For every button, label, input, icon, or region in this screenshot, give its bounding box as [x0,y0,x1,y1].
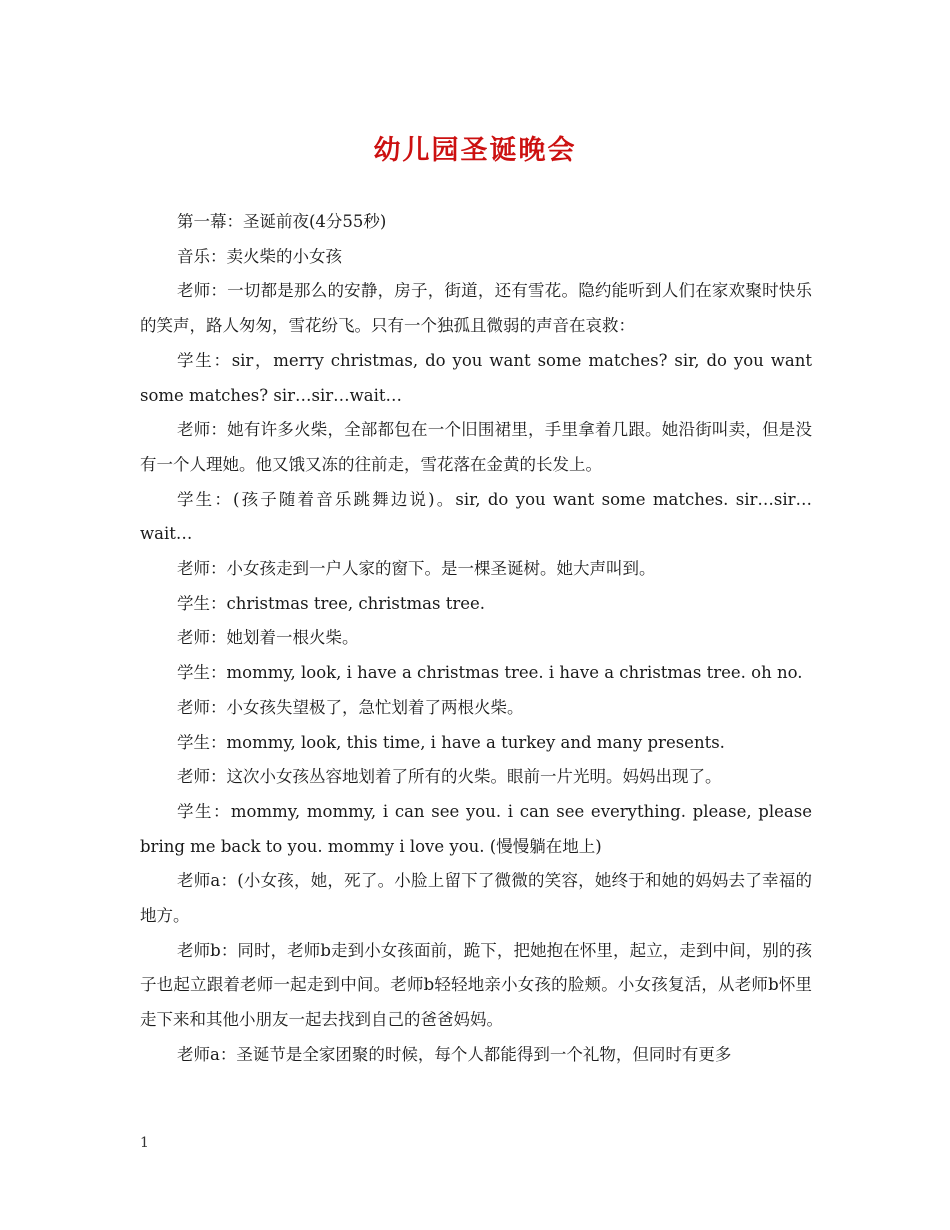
paragraph: 老师：小女孩失望极了，急忙划着了两根火柴。 [177,697,524,717]
document-body [140,205,812,1073]
paragraph: 老师a：圣诞节是全家团聚的时候，每个人都能得到一个礼物，但同时有更多 [177,1044,732,1064]
document-title: 幼儿园圣诞晚会 [373,135,577,166]
paragraph: 老师：小女孩走到一户人家的窗下。是一棵圣诞树。她大声叫到。 [177,559,656,579]
paragraph-scene-heading: 第一幕：圣诞前夜(4分55秒) [177,212,387,231]
paragraph: 学生：sir，merry christmas, do you want some matches? sir, do you want some matches? sir…sir…wait… [140,350,812,405]
page-number: 1 [140,1135,149,1151]
paragraph: 学生：mommy, look, i have a christmas tree. i have a christmas tree. oh no. [177,663,803,683]
paragraph: 学生：mommy, look, this time, i have a turkey and many presents. [177,732,725,752]
paragraph: 老师：这次小女孩丛容地划着了所有的火柴。眼前一片光明。妈妈出现了。 [177,767,722,787]
paragraph: 老师a：(小女孩，她，死了。小脸上留下了微微的笑容，她终于和她的妈妈去了幸福的地方。 [140,871,812,926]
paragraph: 老师b：同时，老师b走到小女孩面前，跪下，把她抱在怀里，起立，走到中间，别的孩子也起立跟着老师一起走到中间。老师b轻轻地亲小女孩的脸颊。小女孩复活，从老师b怀里走下来和其他小朋友一起去找到自己的爸爸妈妈。 [140,940,812,1030]
paragraph: 老师：她有许多火柴，全部都包在一个旧围裙里，手里拿着几跟。她沿街叫卖，但是没有一个人理她。他又饿又冻的往前走，雪花落在金黄的长发上。 [140,420,812,474]
paragraph: 学生：(孩子随着音乐跳舞边说)。sir, do you want some matches. sir…sir…wait… [140,489,812,544]
paragraph: 老师：她划着一根火柴。 [177,628,359,648]
paragraph: 老师：一切都是那么的安静，房子，街道，还有雪花。隐约能听到人们在家欢聚时快乐的笑声，路人匆匆，雪花纷飞。只有一个独孤且微弱的声音在哀救： [140,281,812,336]
paragraph-music: 音乐：卖火柴的小女孩 [177,246,342,266]
paragraph: 学生：christmas tree, christmas tree. [177,593,485,613]
paragraph: 学生：mommy, mommy, i can see you. i can see everything. please, please bring me back to you. mommy i love you. (慢慢躺在地上) [140,801,812,856]
